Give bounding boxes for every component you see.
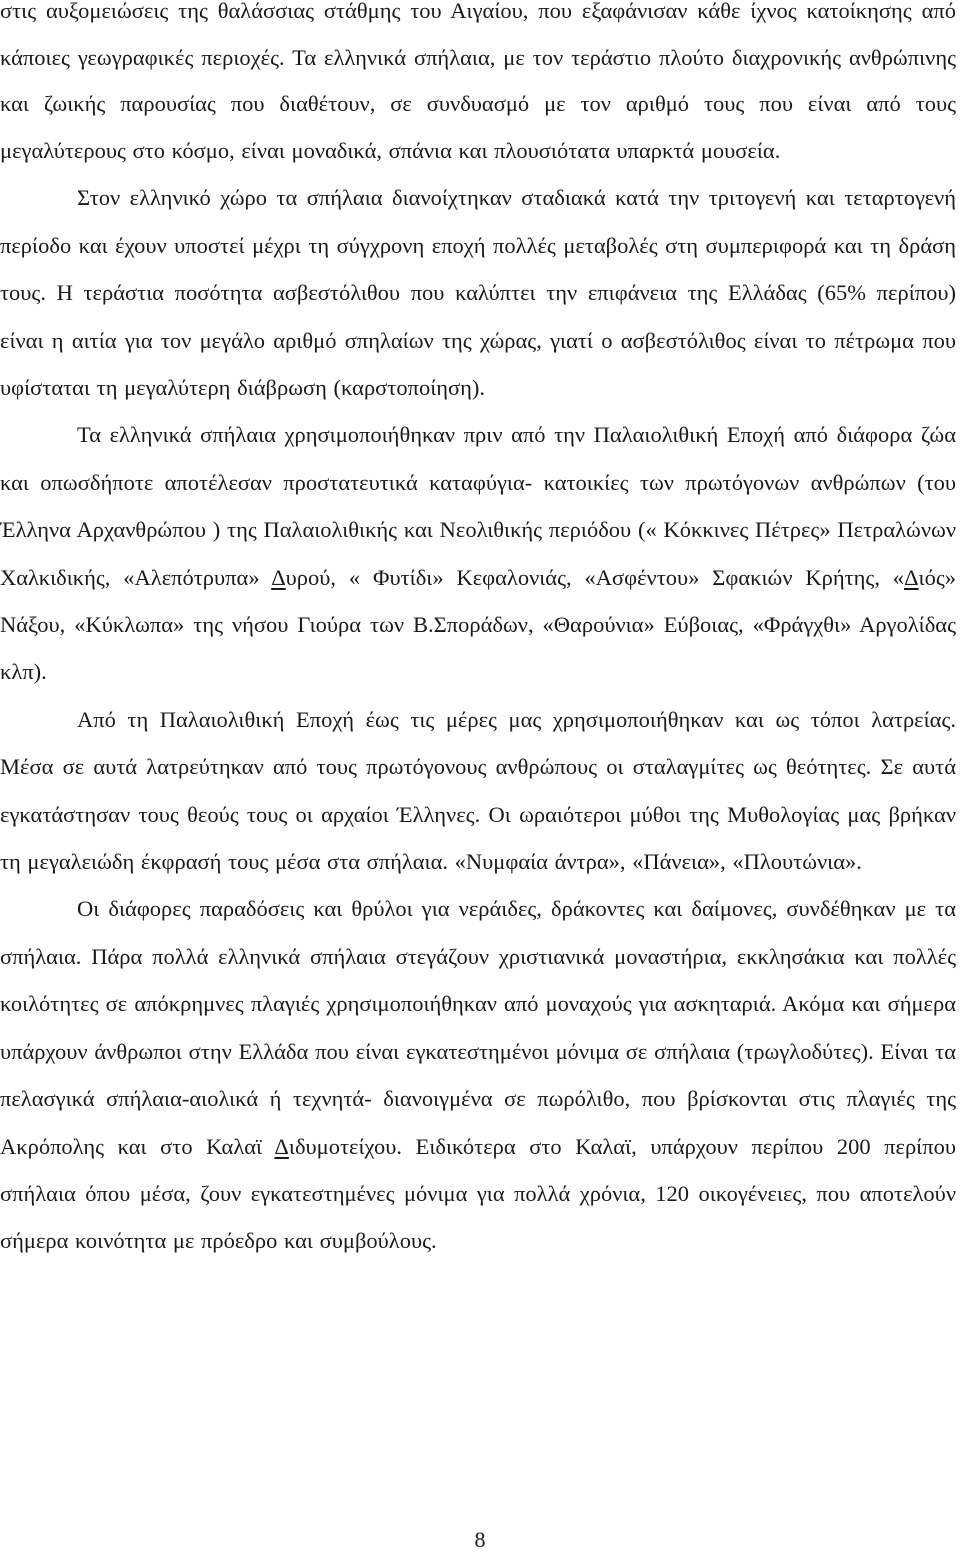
paragraph-text-part: ιός» Νάξου, «Κύκλωπα» της νήσου Γιούρα των Β.Σποράδων, «Θαρούνια» Εύβοιας, «Φράγχθι» Αργολίδας κλπ).: [0, 564, 957, 685]
paragraph-text-part: υρού, « Φυτίδι» Κεφαλονιάς, «Ασφέντου» Σφακιών Κρήτης, «: [285, 564, 905, 590]
paragraph-prehistoric-use: [0, 411, 956, 695]
paragraph-text-part: Οι διάφορες παραδόσεις και θρύλοι για νεράιδες, δράκοντες και δαίμονες, συνδέθηκαν με τα σπήλαια. Πάρα πολλά ελληνικά σπήλαια στεγάζουν χριστιανικά μοναστήρια, εκκλησάκια και πολλές κοιλότητες σε απόκρημνες πλαγιές χρησιμοποιήθηκαν από μοναχούς για ασκηταριά. Ακόμα και σήμερα υπάρχουν άνθρωποι στην Ελλάδα που είναι εγκατεστημένοι μόνιμα σε σπήλαια (τρωγλοδύτες). Είναι τα πελασγικά σπήλαια-αιολικά ή τεχνητά- διανοιγμένα σε πωρόλιθο, που βρίσκονται στις πλαγιές της Ακρόπολης και στο Καλαϊ: [0, 896, 956, 1159]
paragraph-worship-places: Από τη Παλαιολιθική Εποχή έως τις μέρες μας χρησιμοποιήθηκαν και ως τόποι λατρείας. Μέσα σε αυτά λατρεύτηκαν από τους πρωτόγονους ανθρώπους οι σταλαγμίτες ως θεότητες. Σε αυτά εγκατάστησαν τους θεούς τους οι αρχαίοι Έλληνες. Οι ωραιότεροι μύθοι της Μυθολογίας μας βρήκαν τη μεγαλειώδη έκφρασή τους μέσα στα σπήλαια. «Νυμφαία άντρα», «Πάνεια», «Πλουτώνια».: [0, 706, 956, 875]
page-number: 8: [474, 1527, 486, 1552]
paragraph-cave-formation: Στον ελληνικό χώρο τα σπήλαια διανοίχτηκαν σταδιακά κατά την τριτογενή και τεταρτογενή περίοδο και έχουν υποστεί μέχρι τη σύγχρονη εποχή πολλές μεταβολές στη συμπεριφορά και τη δράση τους. Η τεράστια ποσότητα ασβεστόλιθου που καλύπτει την επιφάνεια της Ελλάδας (65% περίπου) είναι η αιτία για τον μεγάλο αριθμό σπηλαίων της χώρας, γιατί ο ασβεστόλιθος είναι το πέτρωμα που υφίσταται τη μεγαλύτερη διάβρωση (καρστοποίηση).: [0, 185, 956, 400]
paragraph-text-part: ιδυμοτείχου. Ειδικότερα στο Καλαϊ, υπάρχουν περίπου 200 περίπου σπήλαια όπου μέσα, ζουν εγκατεστημένες μόνιμα για πολλά χρόνια, 120 οικογένειες, που αποτελούν σήμερα κοινότητα με πρόεδρο και συμβούλους.: [0, 1133, 956, 1254]
paragraph-sea-level-continuation: στις αυξομειώσεις της θαλάσσιας στάθμης του Αιγαίου, που εξαφάνισαν κάθε ίχνος κατοίκησης από κάποιες γεωγραφικές περιοχές. Τα ελληνικά σπήλαια, με τον τεράστιο πλούτο διαχρονικής ανθρώπινης και ζωικής παρουσίας που διαθέτουν, σε συνδυασμό με τον αριθμό τους που είναι από τους μεγαλύτερους στο κόσμο, είναι μοναδικά, σπάνια και πλουσιότατα υπαρκτά μουσεία.: [0, 0, 956, 163]
paragraph-text-part: Τα ελληνικά σπήλαια χρησιμοποιήθηκαν πριν από την Παλαιολιθική Εποχή από διάφορα ζώα και οπωσδήποτε αποτέλεσαν προστατευτικά καταφύγια- κατοικίες των πρωτόγονων ανθρώπων (του Έλληνα Αρχανθρώπου ) της Παλαιολιθικής και Νεολιθικής περιόδου (« Κόκκινες Πέτρες» Πετραλώνων Χαλκιδικής, «Αλεπότρυπα»: [0, 422, 956, 590]
underlined-letter: Δ: [904, 564, 919, 590]
underlined-letter: Δ: [274, 1133, 289, 1159]
paragraph-traditions-and-dwellers: [0, 885, 956, 1264]
underlined-letter: Δ: [271, 564, 286, 590]
